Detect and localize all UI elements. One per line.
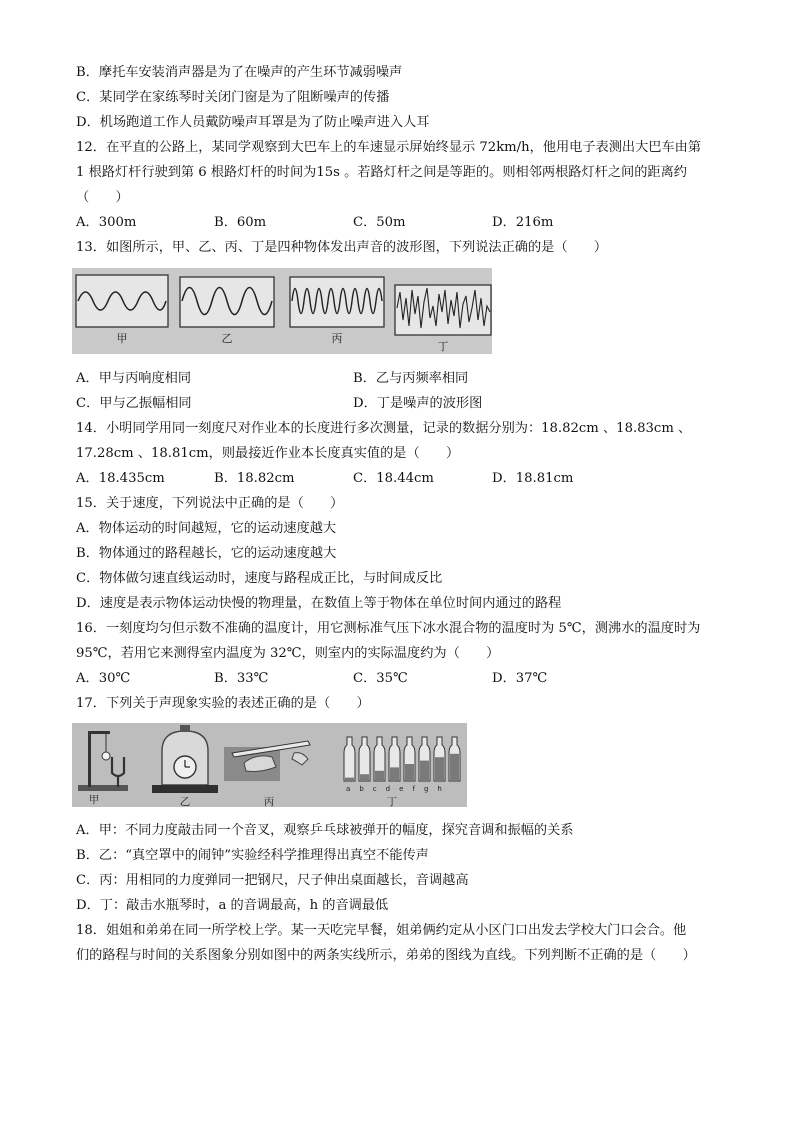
q17-stem: 17．下列关于声现象实验的表述正确的是（ ）	[76, 696, 370, 711]
q12-stem-line2: 1 根路灯杆行驶到第 6 根路灯杆的时间为15s 。若路灯杆之间是等距的。则相邻两根路灯杆之间的距离约	[76, 165, 687, 180]
q17-option-b: B．乙：“真空罩中的闹钟”实验经科学推理得出真空不能传声	[76, 848, 429, 863]
q11-option-c: C．某同学在家练琴时关闭门窗是为了阻断噪声的传播	[76, 90, 390, 105]
q13-option-b: B．乙与丙频率相同	[353, 371, 469, 386]
q12-option-d: D．216m	[492, 215, 554, 230]
q18-stem-line2: 们的路程与时间的关系图象分别如图中的两条实线所示，弟弟的图线为直线。下列判断不正确的是（ ）	[76, 948, 696, 963]
q16-option-c: C．35℃	[353, 671, 408, 686]
q17-label-jia: 甲	[88, 794, 100, 806]
q12-stem-line1: 12．在平直的公路上，某同学观察到大巴车上的车速显示屏始终显示 72km/h，他用电子表测出大巴车由第	[76, 140, 702, 155]
q13-option-d: D．丁是噪声的波形图	[353, 396, 483, 411]
q16-stem-line1: 16．一刻度均匀但示数不准确的温度计，用它测标准气压下冰水混合物的温度时为 5℃，测沸水的温度时为	[76, 621, 701, 636]
q14-stem-line1: 14．小明同学用同一刻度尺对作业本的长度进行多次测量，记录的数据分别为：18.82cm 、18.83cm 、	[76, 421, 692, 436]
bottle	[344, 737, 355, 781]
q17-label-yi: 乙	[179, 796, 191, 807]
bottle-letters: a b c d e f g h	[346, 785, 446, 793]
q12-option-b: B．60m	[214, 215, 267, 230]
bottle-water	[435, 757, 444, 781]
q14-option-d: D．18.81cm	[492, 471, 574, 486]
q16-option-b: B．33℃	[214, 671, 269, 686]
tuning-fork-apparatus	[78, 731, 128, 791]
q14-option-b: B．18.82cm	[214, 471, 295, 486]
q13-stem: 13．如图所示，甲、乙、丙、丁是四种物体发出声音的波形图，下列说法正确的是（ ）	[76, 240, 608, 255]
bottle-water	[360, 774, 369, 781]
q12-answer-brackets: （ ）	[76, 190, 129, 205]
q15-option-d: D．速度是表示物体运动快慢的物理量，在数值上等于物体在单位时间内通过的路程	[76, 596, 562, 611]
q17-option-d: D．丁：敲击水瓶琴时，a 的音调最高，h 的音调最低	[76, 898, 389, 913]
bottle-water	[405, 764, 414, 781]
q11-option-d: D．机场跑道工作人员戴防噪声耳罩是为了防止噪声进入人耳	[76, 115, 430, 130]
q17-option-a: A．甲：不同力度敲击同一个音叉，观察乒乓球被弹开的幅度，探究音调和振幅的关系	[76, 823, 574, 838]
q12-option-a: A．300m	[76, 215, 137, 230]
q16-option-d: D．37℃	[492, 671, 548, 686]
q13-option-a: A．甲与丙响度相同	[76, 371, 192, 386]
q14-stem-line2: 17.28cm 、18.81cm，则最接近作业本长度真实值的是（ ）	[76, 446, 460, 461]
bottle-water	[420, 761, 429, 781]
q13-option-c: C．甲与乙振幅相同	[76, 396, 192, 411]
q15-option-a: A．物体运动的时间越短，它的运动速度越大	[76, 521, 337, 536]
bottle-water	[390, 767, 399, 781]
water-bottles-apparatus	[344, 737, 460, 793]
q15-stem: 15．关于速度，下列说法中正确的是（ ）	[76, 496, 344, 511]
q17-label-ding: 丁	[386, 796, 398, 807]
q13-label-yi: 乙	[221, 332, 233, 345]
bell-jar-apparatus	[152, 725, 218, 793]
q11-option-b: B．摩托车安装消声器是为了在噪声的产生环节减弱噪声	[76, 65, 403, 80]
q13-waveform-figure	[72, 268, 492, 354]
bottle-water	[345, 778, 354, 781]
q18-stem-line1: 18．姐姐和弟弟在同一所学校上学。某一天吃完早餐，姐弟俩约定从小区门口出发去学校大门口会合。他	[76, 923, 687, 938]
q14-option-c: C．18.44cm	[353, 471, 434, 486]
bottle-water	[375, 771, 384, 781]
q13-label-ding: 丁	[437, 340, 449, 353]
bottle-water	[450, 754, 459, 781]
q15-option-b: B．物体通过的路程越长，它的运动速度越大	[76, 546, 337, 561]
q15-option-c: C．物体做匀速直线运动时，速度与路程成正比，与时间成反比	[76, 571, 443, 586]
q17-experiment-figure	[72, 723, 467, 807]
q12-option-c: C．50m	[353, 215, 406, 230]
q16-stem-line2: 95℃，若用它来测得室内温度为 32℃，则室内的实际温度约为（ ）	[76, 646, 500, 661]
ruler-apparatus	[224, 741, 310, 781]
q13-label-bing: 丙	[331, 332, 343, 345]
q13-label-jia: 甲	[116, 332, 128, 345]
q17-option-c: C．丙：用相同的力度弹同一把钢尺，尺子伸出桌面越长，音调越高	[76, 873, 469, 888]
q14-option-a: A．18.435cm	[76, 471, 165, 486]
q17-label-bing: 丙	[263, 796, 275, 807]
q16-option-a: A．30℃	[76, 671, 131, 686]
